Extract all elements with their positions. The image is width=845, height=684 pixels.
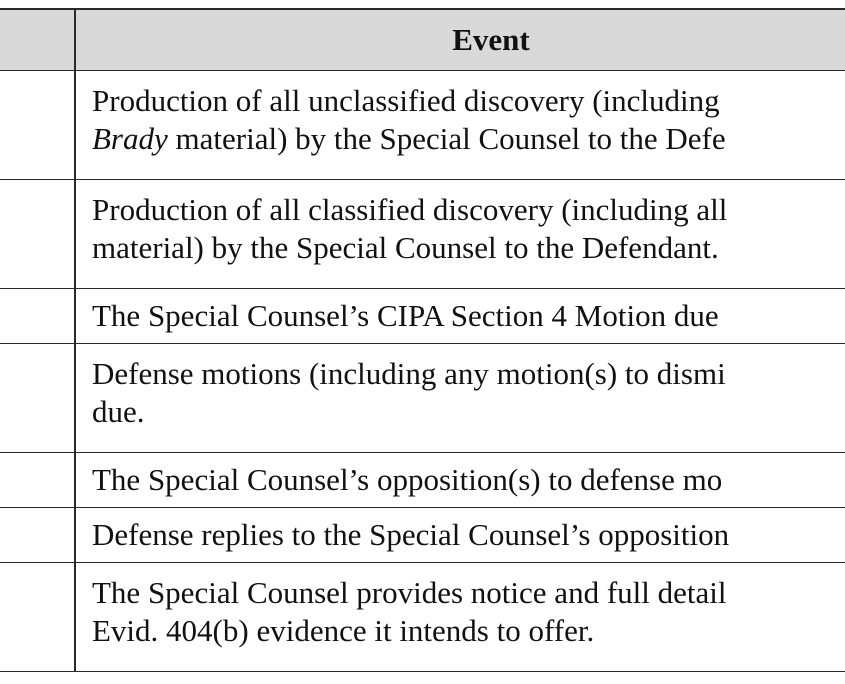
table-row <box>0 563 845 672</box>
event-text-line: Production of all unclassified discovery (including <box>92 83 720 118</box>
event-text-line: Evid. 404(b) evidence it intends to offer. <box>92 613 595 648</box>
table-row <box>0 508 845 563</box>
event-text-line: The Special Counsel provides notice and full detail <box>92 575 727 610</box>
event-text-line <box>92 120 845 158</box>
row-number-cell <box>0 563 76 671</box>
event-text-line: Production of all classified discovery (including all <box>92 192 728 227</box>
brady-italic-text: Brady <box>92 121 168 156</box>
event-column-header: Event <box>452 22 530 57</box>
event-text-line: The Special Counsel’s opposition(s) to defense mo <box>92 462 723 497</box>
event-cell <box>76 344 845 452</box>
table-row <box>0 289 845 344</box>
row-number-cell <box>0 180 76 288</box>
event-text-fragment: material) by the Special Counsel to the Defe <box>175 121 726 156</box>
table-row <box>0 453 845 508</box>
row-number-cell <box>0 344 76 452</box>
table-row <box>0 180 845 289</box>
table-row <box>0 344 845 453</box>
event-text-line: Defense motions (including any motion(s) to dismi <box>92 356 726 391</box>
event-cell <box>76 289 845 343</box>
event-text-line: due. <box>92 394 145 429</box>
event-text-line: The Special Counsel’s CIPA Section 4 Motion due <box>92 298 719 333</box>
schedule-table <box>0 8 845 672</box>
event-cell <box>76 453 845 507</box>
number-column-header <box>0 10 76 70</box>
event-text-line: Defense replies to the Special Counsel’s opposition <box>92 517 730 552</box>
row-number-cell <box>0 289 76 343</box>
event-cell <box>76 508 845 562</box>
table-header-row <box>0 10 845 71</box>
event-text-line: material) by the Special Counsel to the Defendant. <box>92 230 719 265</box>
row-number-cell <box>0 453 76 507</box>
row-number-cell <box>0 71 76 179</box>
event-cell <box>76 71 845 179</box>
event-cell <box>76 180 845 288</box>
event-cell <box>76 563 845 671</box>
table-row <box>0 71 845 180</box>
row-number-cell <box>0 508 76 562</box>
